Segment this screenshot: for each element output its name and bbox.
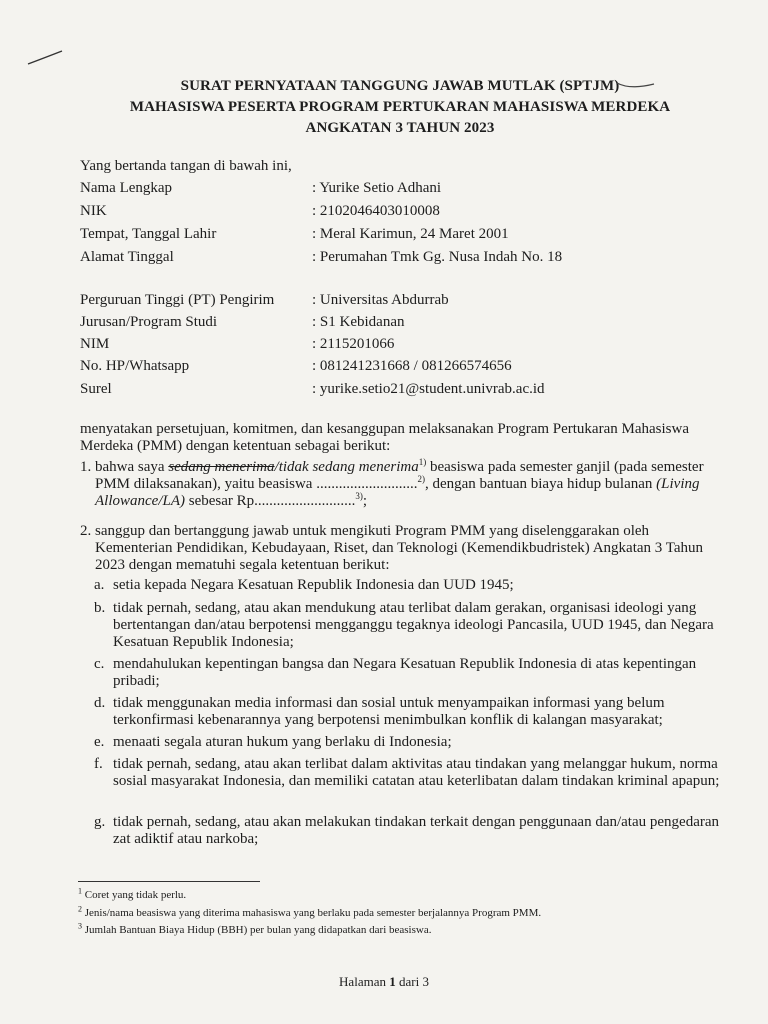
pen-swash-mark — [616, 80, 656, 92]
title-line-1: SURAT PERNYATAAN TANGGUNG JAWAB MUTLAK (SPTJM) — [180, 78, 620, 94]
item-1-text: bahwa saya sedang menerima/tidak sedang menerima$^{1)}$ beasiswa pada semester ganjil (pada semester PMM dilaksanakan), yaitu beasiswa ...........................$^{2)}$, dengan bantuan biaya hidup bulanan (Living Allowance/LA) sebesar Rp...........................$^{3)}$; — [95, 457, 704, 509]
field-label-pt: Perguruan Tinggi (PT) Pengirim — [80, 292, 275, 308]
footnote-2: $^2$ Jenis/nama beasiswa yang diterima mahasiswa yang berlaku pada semester berjalannya Program PMM. — [78, 904, 542, 919]
field-value-pt: : Universitas Abdurrab — [312, 292, 449, 308]
page-number: Halaman 1 dari 3 — [339, 974, 429, 989]
field-label-prodi: Jurusan/Program Studi — [80, 314, 218, 330]
item-2-text: sanggup dan bertanggung jawab untuk mengikuti Program PMM yang diselenggarakan oleh Kementerian Pendidikan, Kebudayaan, Riset, dan Teknologi (Kemendikbudristek) Angkatan 3 Tahun 2023 dengan mematuhi segala ketentuan berikut: — [95, 523, 704, 573]
footnote-1: $^1$ Coret yang tidak perlu. — [78, 886, 187, 901]
pen-stroke-mark — [26, 48, 66, 68]
footnote-3: $^3$ Jumlah Bantuan Biaya Hidup (BBH) per bulan yang didapatkan dari beasiswa. — [78, 921, 432, 936]
subitem-text-c: mendahulukan kepentingan bangsa dan Negara Kesatuan Republik Indonesia di atas kepentingan pribadi; — [113, 656, 697, 689]
title-line-2: MAHASISWA PESERTA PROGRAM PERTUKARAN MAHASISWA MERDEKA — [129, 99, 671, 115]
field-value-alamat: : Perumahan Tmk Gg. Nusa Indah No. 18 — [312, 249, 563, 265]
field-value-nik: : 2102046403010008 — [312, 203, 440, 219]
field-label-surel: Surel — [80, 381, 112, 397]
subitem-text-b: tidak pernah, sedang, atau akan mendukung atau terlibat dalam gerakan, organisasi ideologi yang bertentangan dan/atau berpotensi mengganggu tegaknya ideologi Pancasila, UUD 1945, dan Negara Kesatuan Republik Indonesia; — [113, 600, 714, 650]
field-label-nim: NIM — [80, 336, 110, 352]
subitem-letter-e: e. — [94, 734, 105, 750]
intro-text: Yang bertanda tangan di bawah ini, — [80, 158, 292, 174]
field-value-ttl: : Meral Karimun, 24 Maret 2001 — [312, 226, 509, 242]
subitem-text-a: setia kepada Negara Kesatuan Republik Indonesia dan UUD 1945; — [113, 577, 514, 593]
subitem-letter-a: a. — [94, 577, 105, 593]
statement-paragraph: menyatakan persetujuan, komitmen, dan kesanggupan melaksanakan Program Pertukaran Mahasiswa Merdeka (PMM) dengan ketentuan sebagai berikut: — [80, 421, 689, 454]
subitem-letter-g: g. — [94, 814, 106, 830]
field-label-hp: No. HP/Whatsapp — [80, 358, 190, 374]
field-value-prodi: : S1 Kebidanan — [312, 314, 405, 330]
subitem-letter-b: b. — [94, 600, 106, 616]
field-label-nama: Nama Lengkap — [80, 180, 173, 196]
subitem-text-e: menaati segala aturan hukum yang berlaku di Indonesia; — [113, 734, 452, 750]
field-label-ttl: Tempat, Tanggal Lahir — [80, 226, 217, 242]
field-value-hp: : 081241231668 / 081266574656 — [312, 358, 512, 374]
field-label-nik: NIK — [80, 203, 107, 219]
subitem-text-g: tidak pernah, sedang, atau akan melakukan tindakan terkait dengan penggunaan dan/atau pengedaran zat adiktif atau narkoba; — [113, 814, 719, 847]
subitem-letter-d: d. — [94, 695, 106, 711]
subitem-text-f: tidak pernah, sedang, atau akan terlibat dalam aktivitas atau tindakan yang melanggar hukum, norma sosial masyarakat Indonesia, dan memiliki catatan atau keterlibatan dalam tindakan kriminal apapun; — [113, 756, 720, 789]
field-value-nama: : Yurike Setio Adhani — [312, 180, 442, 196]
item-number-2: 2. — [80, 523, 92, 539]
subitem-letter-f: f. — [94, 756, 103, 772]
subitem-letter-c: c. — [94, 656, 105, 672]
title-line-3: ANGKATAN 3 TAHUN 2023 — [305, 120, 495, 136]
subitem-text-d: tidak menggunakan media informasi dan sosial untuk menyampaikan informasi yang belum terkonfirmasi kebenarannya yang berpotensi menimbulkan konflik di kalangan masyarakat; — [113, 695, 665, 728]
item-number-1: 1. — [80, 459, 92, 475]
field-value-nim: : 2115201066 — [312, 336, 395, 352]
footnote-divider — [78, 881, 260, 882]
field-label-alamat: Alamat Tinggal — [80, 249, 174, 265]
field-value-surel: : yurike.setio21@student.univrab.ac.id — [312, 381, 545, 397]
